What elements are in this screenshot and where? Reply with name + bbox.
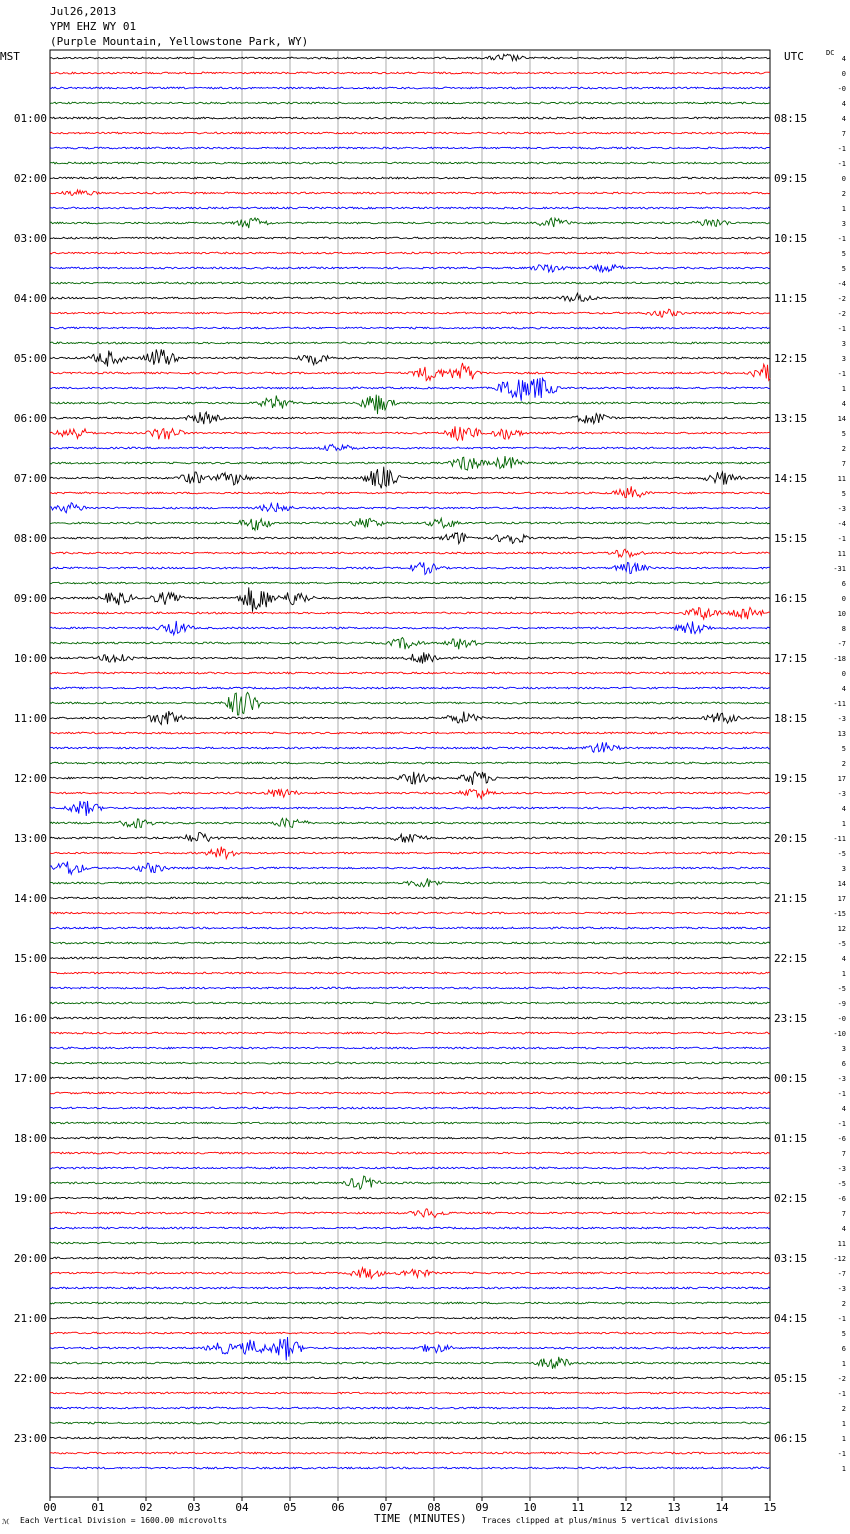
trace-row bbox=[50, 1002, 770, 1004]
left-hour-label: 06:00 bbox=[13, 412, 47, 425]
dc-offset-value: -1 bbox=[837, 1120, 846, 1128]
trace-row bbox=[50, 282, 770, 284]
trace-row bbox=[50, 147, 770, 149]
trace-row bbox=[50, 1077, 770, 1079]
dc-offset-value: 4 bbox=[841, 1105, 846, 1113]
trace-row bbox=[50, 87, 770, 89]
right-hour-label: 17:15 bbox=[774, 652, 808, 665]
left-hour-labels bbox=[14, 112, 47, 1445]
trace-row bbox=[50, 772, 770, 785]
trace-row bbox=[50, 832, 770, 842]
left-hour-label: 14:00 bbox=[13, 892, 47, 905]
dc-offset-value: -3 bbox=[837, 1075, 846, 1083]
trace-row bbox=[50, 1032, 770, 1034]
trace-row bbox=[50, 349, 770, 366]
trace-row bbox=[50, 1152, 770, 1154]
right-timezone-label: UTC bbox=[784, 50, 804, 63]
left-hour-label: 01:00 bbox=[13, 112, 47, 125]
right-hour-label: 20:15 bbox=[774, 832, 808, 845]
dc-offset-values bbox=[833, 55, 846, 1473]
trace-row bbox=[50, 72, 770, 74]
dc-offset-value: 5 bbox=[841, 745, 846, 753]
trace-row bbox=[50, 1357, 770, 1369]
trace-rows bbox=[50, 54, 770, 1469]
x-tick-label: 10 bbox=[523, 1501, 537, 1514]
dc-offset-value: -1 bbox=[837, 1090, 846, 1098]
dc-offset-value: 4 bbox=[841, 100, 846, 108]
trace-row bbox=[50, 732, 770, 734]
dc-offset-value: 14 bbox=[837, 415, 846, 423]
dc-offset-value: 1 bbox=[841, 385, 846, 393]
dc-offset-value: -1 bbox=[837, 1450, 846, 1458]
dc-offset-value: 1 bbox=[841, 970, 846, 978]
trace-row bbox=[50, 1422, 770, 1424]
trace-row bbox=[50, 327, 770, 329]
right-hour-label: 04:15 bbox=[774, 1312, 808, 1325]
trace-row bbox=[50, 1287, 770, 1289]
dc-offset-value: -1 bbox=[837, 325, 846, 333]
trace-row bbox=[50, 1017, 770, 1019]
dc-offset-value: 3 bbox=[841, 355, 846, 363]
dc-offset-value: 2 bbox=[841, 190, 846, 198]
trace-row bbox=[50, 1317, 770, 1319]
x-tick-label: 05 bbox=[283, 1501, 297, 1514]
dc-offset-header: DC bbox=[826, 49, 835, 57]
dc-offset-value: 11 bbox=[837, 475, 846, 483]
dc-offset-value: 1 bbox=[841, 1465, 846, 1473]
x-tick-label: 15 bbox=[763, 1501, 777, 1514]
dc-offset-value: 5 bbox=[841, 430, 846, 438]
trace-row bbox=[50, 503, 770, 513]
dc-offset-value: -1 bbox=[837, 370, 846, 378]
left-hour-label: 05:00 bbox=[13, 352, 47, 365]
left-hour-label: 21:00 bbox=[13, 1312, 47, 1325]
dc-offset-value: 14 bbox=[837, 880, 846, 888]
trace-row bbox=[50, 1268, 770, 1279]
right-hour-label: 00:15 bbox=[774, 1072, 808, 1085]
trace-row bbox=[50, 912, 770, 914]
dc-offset-value: 0 bbox=[841, 595, 846, 603]
trace-row bbox=[50, 878, 770, 887]
trace-row bbox=[50, 309, 770, 317]
right-hour-label: 23:15 bbox=[774, 1012, 808, 1025]
left-hour-label: 03:00 bbox=[13, 232, 47, 245]
trace-row bbox=[50, 132, 770, 134]
trace-row bbox=[50, 426, 770, 440]
right-hour-label: 15:15 bbox=[774, 532, 808, 545]
right-hour-label: 11:15 bbox=[774, 292, 808, 305]
dc-offset-value: 1 bbox=[841, 205, 846, 213]
dc-offset-value: -3 bbox=[837, 1285, 846, 1293]
left-hour-label: 17:00 bbox=[13, 1072, 47, 1085]
trace-row bbox=[50, 395, 770, 415]
dc-offset-value: -1 bbox=[837, 235, 846, 243]
left-hour-label: 10:00 bbox=[13, 652, 47, 665]
trace-row bbox=[50, 177, 770, 179]
dc-offset-value: 12 bbox=[837, 925, 846, 933]
trace-row bbox=[50, 265, 770, 272]
trace-row bbox=[50, 518, 770, 530]
trace-row bbox=[50, 789, 770, 799]
clip-note: Traces clipped at plus/minus 5 vertical divisions bbox=[482, 1516, 719, 1525]
header-station: YPM EHZ WY 01 bbox=[50, 20, 137, 33]
dc-offset-value: 3 bbox=[841, 340, 846, 348]
right-hour-label: 16:15 bbox=[774, 592, 808, 605]
dc-offset-value: -0 bbox=[837, 1015, 846, 1023]
left-hour-label: 13:00 bbox=[13, 832, 47, 845]
trace-row bbox=[50, 117, 770, 119]
dc-offset-value: -5 bbox=[837, 940, 846, 948]
right-hour-label: 10:15 bbox=[774, 232, 808, 245]
left-hour-label: 09:00 bbox=[13, 592, 47, 605]
dc-offset-value: 1 bbox=[841, 1435, 846, 1443]
x-tick-label: 02 bbox=[139, 1501, 153, 1514]
dc-offset-value: -3 bbox=[837, 715, 846, 723]
left-hour-label: 08:00 bbox=[13, 532, 47, 545]
x-tick-label: 07 bbox=[379, 1501, 393, 1514]
dc-offset-value: -1 bbox=[837, 1315, 846, 1323]
dc-offset-value: 11 bbox=[837, 1240, 846, 1248]
x-axis-title: TIME (MINUTES) bbox=[374, 1512, 467, 1525]
trace-row bbox=[50, 1392, 770, 1394]
dc-offset-value: 7 bbox=[841, 1210, 846, 1218]
dc-offset-value: -11 bbox=[833, 700, 846, 708]
dc-offset-value: -12 bbox=[833, 1255, 846, 1263]
dc-offset-value: -0 bbox=[837, 85, 846, 93]
dc-offset-value: 7 bbox=[841, 460, 846, 468]
trace-row bbox=[50, 1137, 770, 1139]
trace-row bbox=[50, 486, 770, 497]
dc-offset-value: 7 bbox=[841, 130, 846, 138]
trace-row bbox=[50, 1197, 770, 1199]
trace-row bbox=[50, 711, 770, 725]
dc-offset-value: -1 bbox=[837, 535, 846, 543]
trace-row bbox=[50, 218, 770, 228]
x-tick-label: 11 bbox=[571, 1501, 585, 1514]
trace-row bbox=[50, 897, 770, 899]
trace-row bbox=[50, 1467, 770, 1469]
trace-row bbox=[50, 237, 770, 239]
dc-offset-value: 4 bbox=[841, 115, 846, 123]
dc-offset-value: 2 bbox=[841, 445, 846, 453]
dc-offset-value: -5 bbox=[837, 850, 846, 858]
trace-row bbox=[50, 363, 770, 381]
left-hour-label: 02:00 bbox=[13, 172, 47, 185]
trace-row bbox=[50, 927, 770, 929]
trace-row bbox=[50, 1377, 770, 1379]
x-tick-label: 08 bbox=[427, 1501, 441, 1514]
left-hour-label: 04:00 bbox=[13, 292, 47, 305]
dc-offset-value: -4 bbox=[837, 520, 846, 528]
trace-row bbox=[50, 972, 770, 974]
dc-offset-value: 4 bbox=[841, 400, 846, 408]
x-tick-label: 09 bbox=[475, 1501, 489, 1514]
dc-offset-value: -1 bbox=[837, 160, 846, 168]
trace-row bbox=[50, 1092, 770, 1094]
dc-offset-value: 7 bbox=[841, 1150, 846, 1158]
right-hour-labels bbox=[774, 112, 807, 1445]
dc-offset-value: -9 bbox=[837, 1000, 846, 1008]
dc-offset-value: -3 bbox=[837, 505, 846, 513]
dc-offset-value: -1 bbox=[837, 145, 846, 153]
right-hour-label: 18:15 bbox=[774, 712, 808, 725]
dc-offset-value: -11 bbox=[833, 835, 846, 843]
x-tick-label: 04 bbox=[235, 1501, 249, 1514]
trace-row bbox=[50, 562, 770, 574]
trace-row bbox=[50, 1337, 770, 1360]
trace-row bbox=[50, 957, 770, 959]
dc-offset-value: 17 bbox=[837, 895, 846, 903]
trace-row bbox=[50, 1302, 770, 1304]
dc-offset-value: 3 bbox=[841, 865, 846, 873]
trace-row bbox=[50, 607, 770, 619]
dc-offset-value: -10 bbox=[833, 1030, 846, 1038]
dc-offset-value: -1 bbox=[837, 1390, 846, 1398]
trace-row bbox=[50, 1437, 770, 1439]
left-hour-label: 22:00 bbox=[13, 1372, 47, 1385]
x-tick-label: 06 bbox=[331, 1501, 345, 1514]
trace-row bbox=[50, 207, 770, 209]
trace-row bbox=[50, 412, 770, 424]
dc-offset-value: -31 bbox=[833, 565, 846, 573]
trace-row bbox=[50, 467, 770, 489]
dc-offset-value: -2 bbox=[837, 295, 846, 303]
right-hour-label: 21:15 bbox=[774, 892, 808, 905]
trace-row bbox=[50, 456, 770, 470]
dc-offset-value: -18 bbox=[833, 655, 846, 663]
dc-offset-value: -5 bbox=[837, 985, 846, 993]
header-location: (Purple Mountain, Yellowstone Park, WY) bbox=[50, 35, 309, 48]
dc-offset-value: 2 bbox=[841, 760, 846, 768]
right-hour-label: 03:15 bbox=[774, 1252, 808, 1265]
trace-row bbox=[50, 190, 770, 196]
trace-row bbox=[50, 533, 770, 544]
trace-row bbox=[50, 1407, 770, 1409]
trace-row bbox=[50, 652, 770, 663]
dc-offset-value: 2 bbox=[841, 1405, 846, 1413]
header-date: Jul26,2013 bbox=[50, 5, 117, 18]
dc-offset-value: 4 bbox=[841, 805, 846, 813]
dc-offset-value: -3 bbox=[837, 790, 846, 798]
dc-offset-value: -2 bbox=[837, 310, 846, 318]
left-hour-label: 23:00 bbox=[13, 1432, 47, 1445]
trace-row bbox=[50, 162, 770, 164]
left-hour-label: 11:00 bbox=[13, 712, 47, 725]
dc-offset-value: 0 bbox=[841, 175, 846, 183]
trace-row bbox=[50, 293, 770, 301]
trace-row bbox=[50, 252, 770, 254]
dc-offset-value: -7 bbox=[837, 640, 846, 648]
trace-row bbox=[50, 1047, 770, 1049]
dc-offset-value: -4 bbox=[837, 280, 846, 288]
dc-offset-value: 4 bbox=[841, 55, 846, 63]
left-hour-label: 12:00 bbox=[13, 772, 47, 785]
dc-offset-value: -6 bbox=[837, 1135, 846, 1143]
trace-row bbox=[50, 1242, 770, 1244]
trace-row bbox=[50, 1227, 770, 1229]
trace-row bbox=[50, 1107, 770, 1109]
x-tick-label: 01 bbox=[91, 1501, 105, 1514]
dc-offset-value: 5 bbox=[841, 250, 846, 258]
x-tick-label: 12 bbox=[619, 1501, 633, 1514]
right-hour-label: 09:15 bbox=[774, 172, 808, 185]
x-tick-label: 14 bbox=[715, 1501, 729, 1514]
trace-row bbox=[50, 687, 770, 689]
left-hour-label: 16:00 bbox=[13, 1012, 47, 1025]
trace-row bbox=[50, 102, 770, 104]
left-hour-label: 19:00 bbox=[13, 1192, 47, 1205]
dc-offset-value: 8 bbox=[841, 625, 846, 633]
trace-row bbox=[50, 818, 770, 828]
right-hour-label: 12:15 bbox=[774, 352, 808, 365]
left-hour-label: 07:00 bbox=[13, 472, 47, 485]
x-tick-label: 03 bbox=[187, 1501, 201, 1514]
trace-row bbox=[50, 1122, 770, 1124]
trace-row bbox=[50, 672, 770, 674]
dc-offset-value: -7 bbox=[837, 1270, 846, 1278]
dc-offset-value: 1 bbox=[841, 1360, 846, 1368]
trace-row bbox=[50, 549, 770, 557]
trace-row bbox=[50, 847, 770, 859]
right-hour-label: 14:15 bbox=[774, 472, 808, 485]
right-hour-label: 19:15 bbox=[774, 772, 808, 785]
left-hour-label: 15:00 bbox=[13, 952, 47, 965]
dc-offset-value: 4 bbox=[841, 1225, 846, 1233]
dc-offset-value: 5 bbox=[841, 1330, 846, 1338]
dc-offset-value: 11 bbox=[837, 550, 846, 558]
trace-row bbox=[50, 638, 770, 650]
dc-offset-value: 1 bbox=[841, 820, 846, 828]
trace-row bbox=[50, 762, 770, 764]
dc-offset-value: 5 bbox=[841, 490, 846, 498]
trace-row bbox=[50, 1257, 770, 1259]
right-hour-label: 02:15 bbox=[774, 1192, 808, 1205]
dc-offset-value: 13 bbox=[837, 730, 846, 738]
x-tick-label: 13 bbox=[667, 1501, 681, 1514]
trace-row bbox=[50, 444, 770, 450]
dc-offset-value: -15 bbox=[833, 910, 846, 918]
trace-row bbox=[50, 1209, 770, 1218]
minute-gridlines bbox=[50, 50, 770, 1497]
trace-row bbox=[50, 862, 770, 875]
trace-row bbox=[50, 1062, 770, 1064]
dc-offset-value: 6 bbox=[841, 580, 846, 588]
dc-offset-value: 4 bbox=[841, 685, 846, 693]
trace-row bbox=[50, 942, 770, 944]
trace-row bbox=[50, 801, 770, 816]
corner-mark: ℳ bbox=[2, 1518, 10, 1526]
dc-offset-value: -3 bbox=[837, 1165, 846, 1173]
trace-row bbox=[50, 742, 770, 752]
dc-offset-value: -5 bbox=[837, 1180, 846, 1188]
right-hour-label: 06:15 bbox=[774, 1432, 808, 1445]
right-hour-label: 22:15 bbox=[774, 952, 808, 965]
dc-offset-value: 1 bbox=[841, 1420, 846, 1428]
trace-row bbox=[50, 1332, 770, 1334]
dc-offset-value: 6 bbox=[841, 1060, 846, 1068]
left-timezone-label: MST bbox=[0, 50, 20, 63]
left-hour-label: 18:00 bbox=[13, 1132, 47, 1145]
trace-row bbox=[50, 1176, 770, 1189]
trace-row bbox=[50, 692, 770, 715]
dc-offset-value: 2 bbox=[841, 1300, 846, 1308]
dc-offset-value: 0 bbox=[841, 670, 846, 678]
dc-offset-value: -6 bbox=[837, 1195, 846, 1203]
trace-row bbox=[50, 1452, 770, 1454]
trace-row bbox=[50, 582, 770, 584]
dc-offset-value: 10 bbox=[837, 610, 846, 618]
trace-row bbox=[50, 1167, 770, 1169]
right-hour-label: 13:15 bbox=[774, 412, 808, 425]
plot-frame bbox=[50, 50, 770, 1497]
trace-row bbox=[50, 378, 770, 401]
dc-offset-value: 17 bbox=[837, 775, 846, 783]
dc-offset-value: 0 bbox=[841, 70, 846, 78]
dc-offset-value: 3 bbox=[841, 1045, 846, 1053]
trace-row bbox=[50, 54, 770, 60]
right-hour-label: 01:15 bbox=[774, 1132, 808, 1145]
x-tick-label: 00 bbox=[43, 1501, 57, 1514]
trace-row bbox=[50, 342, 770, 344]
scale-note: Each Vertical Division = 1600.00 microvolts bbox=[20, 1516, 228, 1525]
dc-offset-value: 4 bbox=[841, 955, 846, 963]
dc-offset-value: 3 bbox=[841, 220, 846, 228]
dc-offset-value: 5 bbox=[841, 265, 846, 273]
right-hour-label: 08:15 bbox=[774, 112, 808, 125]
dc-offset-value: 6 bbox=[841, 1345, 846, 1353]
trace-row bbox=[50, 987, 770, 989]
left-hour-label: 20:00 bbox=[13, 1252, 47, 1265]
trace-row bbox=[50, 587, 770, 611]
right-hour-label: 05:15 bbox=[774, 1372, 808, 1385]
trace-row bbox=[50, 621, 770, 635]
dc-offset-value: -2 bbox=[837, 1375, 846, 1383]
